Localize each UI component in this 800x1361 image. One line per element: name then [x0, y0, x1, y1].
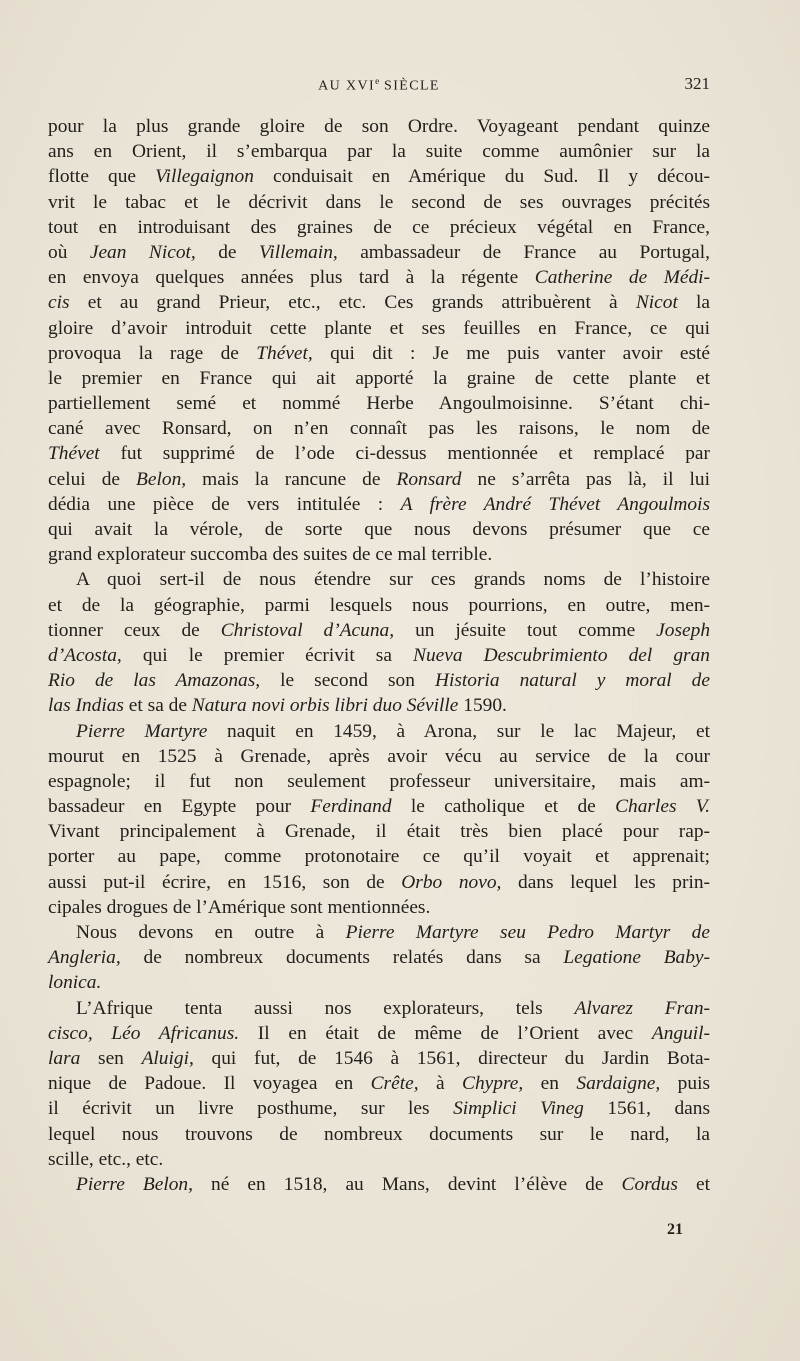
text-line	[48, 1172, 710, 1197]
text-run: qui le premier écrivit sa	[121, 644, 414, 666]
text-run: le premier en France qui ait apporté la graine de cette plante et	[48, 367, 710, 389]
text-line	[48, 542, 710, 567]
text-run: de nombreux documents relatés dans sa	[120, 947, 564, 969]
text-run: de	[195, 241, 259, 263]
text-run: provoqua la rage de	[48, 342, 257, 364]
running-head	[48, 74, 710, 96]
text-run: Il en était de même de l’Orient avec	[239, 1022, 652, 1044]
text-run: vrit le tabac et le décrivit dans le second de ses ouvrages précités	[48, 191, 710, 213]
italic-text: Orbo novo,	[401, 871, 502, 893]
text-line	[48, 693, 710, 718]
text-run: sen	[80, 1047, 142, 1069]
text-run: ambassadeur de France au Portugal,	[337, 241, 710, 263]
text-run: cipales drogues de l’Amérique sont mentionnées.	[48, 896, 431, 918]
text-run: nique de Padoue. Il voyagea en	[48, 1073, 371, 1095]
italic-text: Legatione Baby-	[563, 947, 711, 969]
italic-text: Cordus	[621, 1173, 678, 1195]
text-line	[48, 190, 710, 215]
italic-text: Nueva Descubrimiento del gran	[413, 644, 710, 666]
text-run: Vivant principalement à Grenade, il était très bien placé pour rap-	[48, 821, 710, 843]
italic-text: Villemain,	[258, 241, 338, 263]
text-run: mourut en 1525 à Grenade, après avoir vécu au service de la cour	[48, 745, 710, 767]
text-line	[48, 164, 710, 189]
italic-text: Angleria,	[48, 947, 121, 969]
text-line	[48, 391, 710, 416]
text-run: le second son	[260, 670, 435, 692]
italic-text: cisco, Léo Africanus.	[48, 1022, 240, 1044]
italic-text: las Indias	[48, 695, 124, 717]
text-run: et de la géographie, parmi lesquels nous pourrions, en outre, men-	[48, 594, 710, 616]
italic-text: Ronsard	[396, 468, 462, 490]
italic-text: lonica.	[48, 972, 102, 994]
text-run: 1561, dans	[583, 1098, 711, 1120]
text-line	[48, 1122, 710, 1147]
text-run: dédia une pièce de vers intitulée :	[48, 493, 401, 515]
text-line	[48, 970, 710, 995]
text-line	[48, 819, 710, 844]
italic-text: Nicot	[635, 292, 678, 314]
text-line	[48, 215, 710, 240]
italic-text: Pierre Belon,	[76, 1173, 193, 1195]
italic-text: Natura novi orbis libri duo Séville	[191, 695, 459, 717]
text-line	[48, 467, 710, 492]
text-run: en	[523, 1073, 577, 1095]
text-line	[48, 290, 710, 315]
text-line	[48, 844, 710, 869]
running-title-superscript: e	[375, 76, 380, 86]
text-run: et au grand Prieur, etc., etc. Ces grands attribuèrent à	[69, 292, 636, 314]
text-line	[48, 1046, 710, 1071]
text-line	[48, 920, 710, 945]
text-run: et	[677, 1173, 710, 1195]
text-run: et sa de	[123, 695, 192, 717]
text-run: flotte que	[48, 166, 156, 188]
italic-text: A frère André Thévet Angoulmois	[400, 493, 710, 515]
text-line	[48, 996, 710, 1021]
text-run: ne s’arrêta pas là, il lui	[461, 468, 710, 490]
text-run: pour la plus grande gloire de son Ordre. Voyageant pendant quinze	[48, 116, 710, 137]
italic-text: Historia natural y moral de	[434, 670, 710, 692]
text-run: mais la rancune de	[186, 468, 397, 490]
text-line	[48, 668, 710, 693]
text-run: espagnole; il fut non seulement professeur universitaire, mais am-	[48, 770, 710, 792]
text-run: il écrivit un livre posthume, sur les	[48, 1098, 454, 1120]
italic-text: Alvarez Fran-	[574, 997, 710, 1019]
text-run: naquit en 1459, à Arona, sur le lac Majeur, et	[207, 720, 710, 742]
text-line	[48, 744, 710, 769]
text-run: la	[677, 292, 711, 314]
text-run: ans en Orient, il s’embarqua par la suite comme aumônier sur la	[48, 141, 710, 163]
italic-text: Crête,	[370, 1073, 419, 1095]
text-run: en envoya quelques années plus tard à la régente	[48, 267, 535, 289]
text-run: cané avec Ronsard, on n’en connaît pas les raisons, le nom de	[48, 418, 710, 440]
italic-text: Pierre Martyre seu Pedro Martyr de	[345, 922, 710, 943]
italic-text: Catherine de Médi-	[534, 267, 710, 289]
italic-text: Anguil-	[651, 1022, 711, 1044]
text-run: Nous devons en outre à	[76, 922, 346, 943]
italic-text: Villegaignon	[155, 166, 254, 188]
text-line	[48, 870, 710, 895]
text-run: à	[418, 1073, 463, 1095]
italic-text: Charles V.	[615, 796, 710, 818]
text-line	[48, 1147, 710, 1172]
text-line	[48, 240, 710, 265]
text-run: A quoi sert-il de nous étendre sur ces grands noms de l’histoire	[76, 569, 710, 591]
italic-text: Simplici Vineg	[453, 1098, 584, 1120]
italic-text: Aluigi,	[141, 1047, 194, 1069]
text-run: qui avait la vérole, de sorte que nous devons présumer que ce	[48, 519, 710, 540]
text-line	[48, 366, 710, 391]
text-line	[48, 567, 710, 592]
text-line	[48, 441, 710, 466]
text-line	[48, 114, 710, 139]
text-run: qui dit : Je me puis vanter avoir esté	[312, 342, 710, 364]
italic-text: lara	[48, 1047, 81, 1069]
italic-text: Chypre,	[462, 1073, 524, 1095]
running-title-tail: SIÈCLE	[379, 78, 440, 94]
text-run: celui de	[48, 468, 137, 490]
page-number: 321	[684, 74, 710, 93]
text-run: le catholique et de	[391, 796, 616, 818]
text-run: porter au pape, comme protonotaire ce qu’il voyait et apprenait;	[48, 846, 710, 868]
text-line	[48, 945, 710, 970]
text-run: L’Afrique tenta aussi nos explorateurs, tels	[76, 997, 575, 1019]
text-run: qui fut, de 1546 à 1561, directeur du Jardin Bota-	[193, 1047, 711, 1069]
text-line	[48, 1021, 710, 1046]
text-run: 1590.	[458, 695, 507, 717]
text-run: tionner ceux de	[48, 619, 221, 641]
italic-text: Belon,	[136, 468, 187, 490]
text-run: scille, etc., etc.	[48, 1148, 164, 1170]
italic-text: Jean Nicot,	[89, 241, 196, 263]
text-run: né en 1518, au Mans, devint l’élève de	[192, 1173, 622, 1195]
text-run: gloire d’avoir introduit cette plante et ses feuilles en France, ce qui	[48, 317, 710, 339]
text-run: grand explorateur succomba des suites de ce mal terrible.	[48, 544, 493, 566]
running-title	[48, 76, 710, 95]
text-run: dans lequel les prin-	[501, 871, 711, 893]
text-run: partiellement semé et nommé Herbe Angoulmoisinne. S’étant chi-	[48, 393, 710, 415]
italic-text: Christoval d’Acuna,	[220, 619, 395, 641]
italic-text: cis	[48, 292, 70, 314]
italic-text: Sardaigne,	[576, 1073, 661, 1095]
italic-text: Thévet,	[256, 342, 313, 364]
text-run: conduisait en Amérique du Sud. Il y décou-	[253, 166, 710, 188]
text-run: aussi put-il écrire, en 1516, son de	[48, 871, 402, 893]
text-line	[48, 1071, 710, 1096]
text-run: lequel nous trouvons de nombreux documents sur le nard, la	[48, 1123, 710, 1145]
text-run: tout en introduisant des graines de ce précieux végétal en France,	[48, 216, 710, 238]
signature-mark: 21	[667, 1221, 683, 1238]
text-run: puis	[660, 1073, 710, 1095]
text-line	[48, 316, 710, 341]
italic-text: Joseph	[656, 619, 711, 641]
italic-text: d’Acosta,	[48, 644, 122, 666]
text-line	[48, 618, 710, 643]
italic-text: Pierre Martyre	[76, 720, 208, 742]
text-line	[48, 643, 710, 668]
italic-text: Ferdinand	[310, 796, 392, 818]
text-line	[48, 1096, 710, 1121]
text-line	[48, 794, 710, 819]
text-run: où	[48, 241, 90, 263]
text-run: fut supprimé de l’ode ci-dessus mentionnée et remplacé par	[99, 443, 710, 465]
text-line	[48, 416, 710, 441]
text-line	[48, 341, 710, 366]
text-line	[48, 492, 710, 517]
body-text	[48, 114, 710, 1197]
text-run: un jésuite tout comme	[394, 619, 657, 641]
italic-text: Rio de las Amazonas,	[48, 670, 261, 692]
text-line	[48, 265, 710, 290]
italic-text: Thévet	[48, 443, 100, 465]
text-run: bassadeur en Egypte pour	[48, 796, 311, 818]
text-line	[48, 895, 710, 920]
text-line	[48, 517, 710, 542]
running-title-text: AU XVI	[318, 78, 376, 94]
text-line	[48, 769, 710, 794]
text-line	[48, 719, 710, 744]
text-line	[48, 139, 710, 164]
text-line	[48, 593, 710, 618]
